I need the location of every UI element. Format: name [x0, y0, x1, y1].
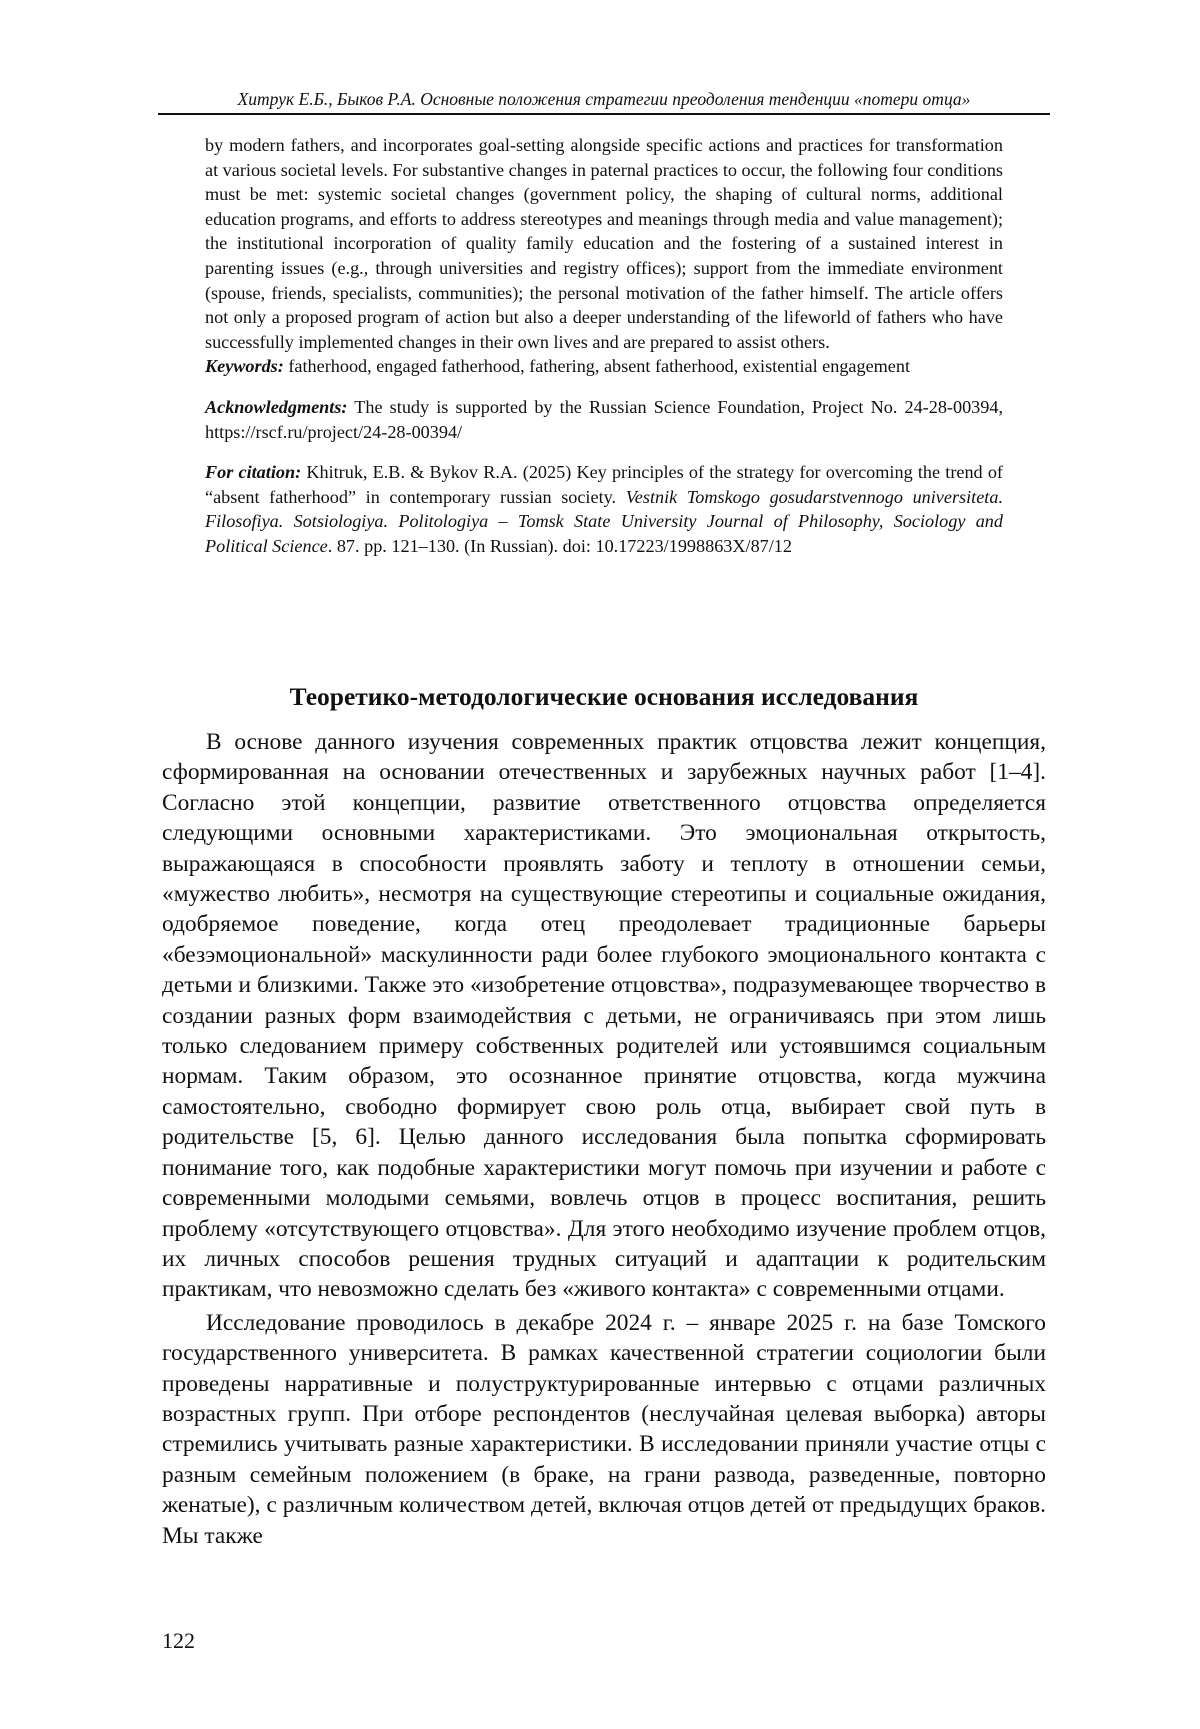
section-title: Теоретико-методологические основания исследования	[289, 682, 919, 711]
page-number: 122	[162, 1628, 195, 1653]
acknowledgments-line	[205, 395, 1003, 444]
keywords-label: Keywords:	[205, 356, 284, 377]
keywords-text: fatherhood, engaged fatherhood, fathering, absent fatherhood, existential engagement	[283, 356, 911, 377]
citation-label: For citation:	[205, 462, 302, 483]
acknowledgments-text: The study is supported by the Russian Science Foundation, Project No. 24-28-00394, https://rscf.ru/project/24-28-00394/	[205, 396, 1003, 442]
citation-journal: Vestnik Tomskogo gosudarstvennogo universiteta. Filosofiya. Sotsiologiya. Politologiya – Tomsk State University Journal of Philosophy, Sociology and Political Science	[205, 486, 1003, 556]
body-paragraph: Исследование проводилось в декабре 2024 г. – январе 2025 г. на базе Томского государственного университета. В рамках качественной стратегии социологии были проведены нарративные и полуструктурированные интервью с отцами различных возрастных групп. При отборе респондентов (неслучайная целевая выборка) авторы стремились учитывать разные характеристики. В исследовании приняли участие отцы с разным семейным положением (в браке, на грани развода, разведенные, повторно женатые), с различным количеством детей, включая отцов детей от предыдущих браков. Мы также	[162, 1309, 1046, 1549]
abstract-continuation: by modern fathers, and incorporates goal-setting alongside specific actions and practices for transformation at various societal levels. For substantive changes in paternal practices to occur, the following four conditions must be met: systemic societal changes (government policy, the shaping of cultural norms, additional education programs, and efforts to address stereotypes and meanings through media and value management); the institutional incorporation of quality family education and the fostering of a sustained interest in parenting issues (e.g., through universities and registry offices); support from the immediate environment (spouse, friends, specialists, communities); the personal motivation of the father himself. The article offers not only a proposed program of action but also a deeper understanding of the lifeworld of fathers who have successfully implemented changes in their own lives and are prepared to assist others.	[205, 135, 1003, 352]
header-rule	[158, 113, 1050, 115]
acknowledgments-label: Acknowledgments:	[205, 396, 348, 417]
body-paragraph: В основе данного изучения современных практик отцовства лежит концепция, сформированная на основании отечественных и зарубежных научных работ [1–4]. Согласно этой концепции, развитие ответственного отцовства определяется следующими основными характеристиками. Это эмоциональная открытость, выражающаяся в способности проявлять заботу и теплоту в отношении семьи, «мужество любить», несмотря на существующие стереотипы и социальные ожидания, одобряемое поведение, когда отец преодолевает традиционные барьеры «безэмоциональной» маскулинности ради более глубокого эмоционального контакта с детьми и близкими. Также это «изобретение отцовства», подразумевающее творчество в создании разных форм взаимодействия с детьми, не ограничиваясь при этом лишь только следованием примеру собственных родителей или устоявшимся социальным нормам. Таким образом, это осознанное принятие отцовства, когда мужчина самостоятельно, свободно формирует свою роль отца, выбирает свой путь в родительстве [5, 6]. Целью данного исследования была попытка сформировать понимание того, как подобные характеристики могут помочь при изучении и работе с современными молодыми семьями, вовлечь отцов в процесс воспитания, решить проблему «отсутствующего отцовства». Для этого необходимо изучение проблем отцов, их личных способов решения трудных ситуаций и адаптации к родительским практикам, что невозможно сделать без «живого контакта» с современными отцами.	[162, 729, 1046, 1303]
running-header: Хитрук Е.Б., Быков Р.А. Основные положения стратегии преодоления тенденции «потери отца»	[237, 89, 971, 109]
keywords-line	[205, 354, 1003, 379]
citation-line	[205, 460, 1003, 558]
abstract-block	[205, 133, 1003, 559]
citation-text: Khitruk, E.B. & Bykov R.A. (2025) Key principles of the strategy for overcoming the trend of “absent fatherhood” in contemporary russian society.	[205, 462, 1003, 507]
citation-tail: . 87. pp. 121–130. (In Russian). doi: 10.17223/1998863X/87/12	[327, 535, 792, 556]
body-text	[162, 727, 1046, 1554]
